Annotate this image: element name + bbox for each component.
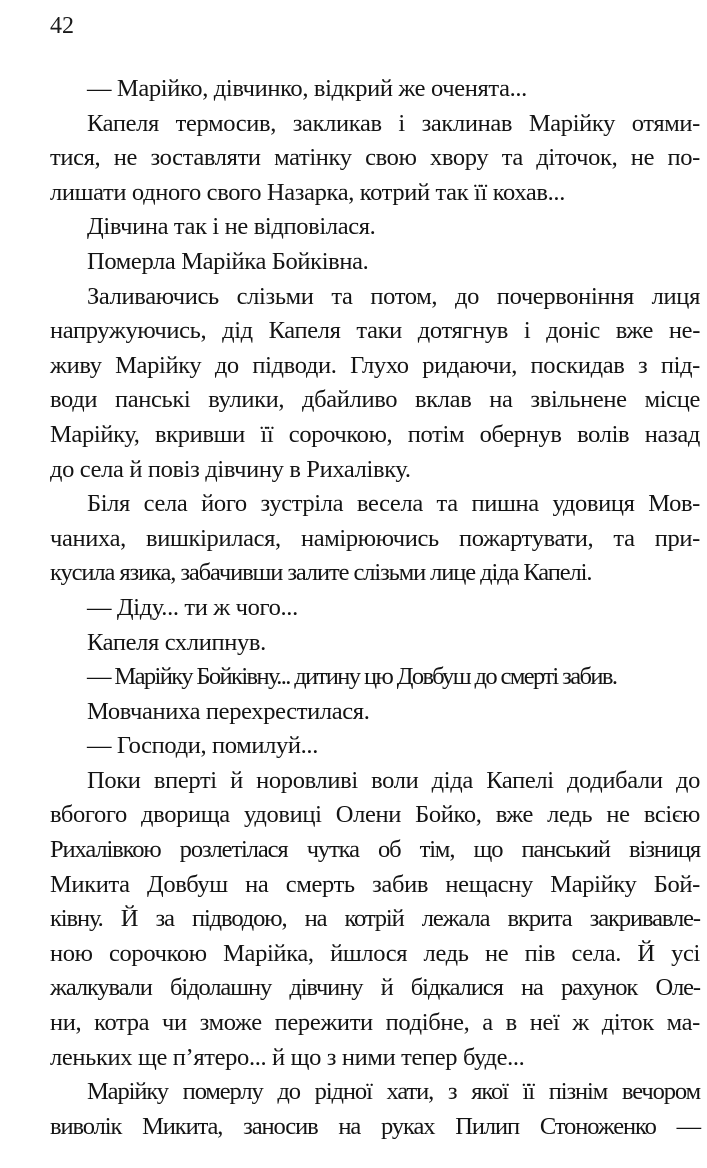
- text-line: Рихалівкою розлетілася чутка об тім, що панський візниця: [50, 836, 700, 864]
- text-line: Марійку, вкривши її сорочкою, потім обернув волів назад: [50, 420, 700, 448]
- text-line: ківну. Й за підводою, на котрій лежала вкрита закривавле-: [50, 905, 700, 933]
- text-line: — Діду... ти ж чого...: [87, 593, 298, 621]
- text-line: Біля села його зустріла весела та пишна удовиця Мов-: [87, 490, 700, 518]
- text-line: ни, котра чи зможе пережити подібне, а в неї ж діток ма-: [50, 1009, 700, 1037]
- text-line: води панські вулики, дбайливо вклав на звільнене місце: [50, 386, 700, 414]
- text-line: кусила язика, забачивши залите слізьми лице діда Капелі.: [50, 559, 592, 587]
- text-line: чаниха, вишкірилася, намірюючись пожартувати, та при-: [50, 524, 700, 552]
- text-line: ною сорочкою Марійка, йшлося ледь не пів села. Й усі: [50, 939, 700, 967]
- text-line: жалкували бідолашну дівчину й бідкалися на рахунок Оле-: [50, 974, 700, 1002]
- text-line: — Марійко, дівчинко, відкрий же оченята...: [87, 75, 527, 102]
- page-number: 42: [50, 13, 74, 39]
- text-line: Мовчаниха перехрестилася.: [87, 697, 370, 725]
- text-line: Дівчина так і не відповілася.: [87, 213, 376, 241]
- text-line: виволік Микита, заносив на руках Пилип Стоноженко —: [50, 1112, 700, 1140]
- text-line: Капеля схлипнув.: [87, 628, 266, 656]
- text-line: — Марійку Бойківну... дитину цю Довбуш до смерті забив.: [87, 663, 617, 691]
- text-line: вбогого дворища удовиці Олени Бойко, вже ледь не всією: [50, 801, 700, 829]
- text-line: тися, не зоставляти матінку свою хвору та діточок, не по-: [50, 144, 700, 172]
- text-line: лишати одного свого Назарка, котрий так її кохав...: [50, 178, 565, 206]
- body-text: [50, 72, 700, 1144]
- text-line: леньких ще п’ятеро... й що з ними тепер буде...: [50, 1043, 525, 1071]
- text-line: Поки вперті й норовливі воли діда Капелі додибали до: [87, 766, 700, 794]
- text-line: Померла Марійка Бойківна.: [87, 247, 369, 275]
- text-line: Заливаючись слізьми та потом, до почервоніння лиця: [87, 282, 700, 310]
- text-line: до села й повіз дівчину в Рихалівку.: [50, 455, 411, 483]
- text-line: напружуючись, дід Капеля таки дотягнув і доніс вже не-: [50, 317, 700, 345]
- text-line: Микита Довбуш на смерть забив нещасну Марійку Бой-: [50, 870, 700, 898]
- text-line: — Господи, помилуй...: [87, 732, 318, 760]
- text-line: Капеля термосив, закликав і заклинав Марійку отями-: [87, 109, 700, 137]
- text-line: живу Марійку до підводи. Глухо ридаючи, поскидав з під-: [50, 351, 700, 379]
- text-line: Марійку померлу до рідної хати, з якої її пізнім вечором: [87, 1078, 700, 1106]
